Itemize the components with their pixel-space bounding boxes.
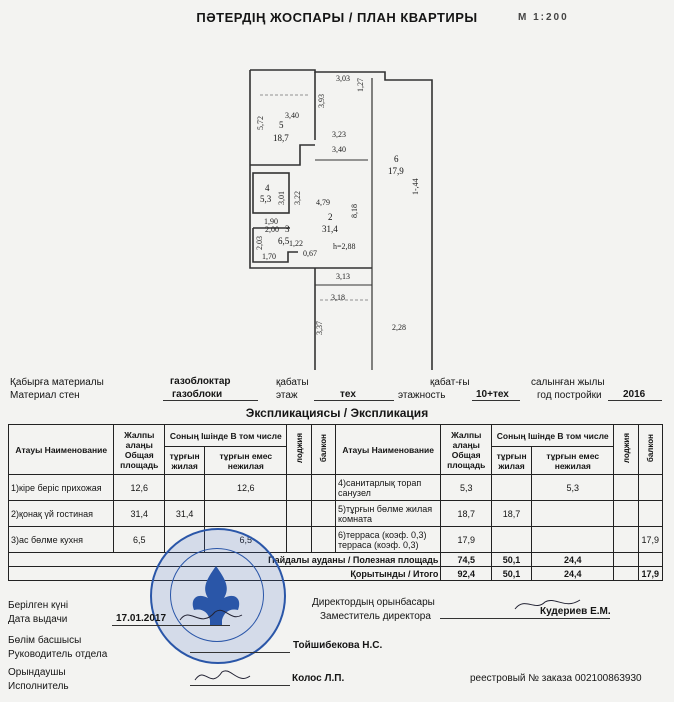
handwritten-signatures — [160, 600, 300, 695]
header-name: Атауы Наименование — [9, 425, 114, 475]
floor-label-kz: қабаты — [276, 377, 309, 388]
header-living: тұрғын жилая — [492, 447, 532, 475]
table-cell: 5)тұрғын бөлме жилая комната — [335, 501, 440, 527]
plan-dim: 1,90 — [264, 217, 278, 226]
room-3-area: 6,5 — [278, 236, 290, 246]
plan-dim: 3,93 — [317, 94, 326, 108]
deputy-signature — [510, 594, 590, 614]
plan-dim: 2,00 — [265, 225, 279, 234]
table-cell — [614, 553, 638, 567]
table-cell — [311, 527, 335, 553]
issued-label-ru: Дата выдачи — [8, 614, 68, 625]
table-cell: 17,9 — [638, 527, 662, 553]
table-cell — [492, 475, 532, 501]
table-cell: 5,3 — [441, 475, 492, 501]
table-cell: 12,6 — [114, 475, 165, 501]
table-cell: 6,5 — [205, 527, 287, 553]
material-label-ru: Материал стен — [10, 390, 80, 401]
page-title: ПӘТЕРДІҢ ЖОСПАРЫ / ПЛАН КВАРТИРЫ — [196, 10, 478, 25]
table-cell: 18,7 — [441, 501, 492, 527]
table-cell: 24,4 — [532, 567, 614, 581]
table-cell: 3)ас бөлме кухня — [9, 527, 114, 553]
table-cell — [287, 501, 311, 527]
scale-label: М 1:200 — [518, 12, 569, 23]
plan-dim: 3,13 — [336, 272, 350, 281]
exec-label-kz: Орындаушы — [8, 667, 66, 678]
table-cell: 17,9 — [441, 527, 492, 553]
plan-dim: 3,40 — [332, 145, 346, 154]
table-cell: 12,6 — [205, 475, 287, 501]
floor-label-ru: этаж — [276, 390, 298, 401]
room-6-number: 6 — [394, 154, 399, 164]
issued-date: 17.01.2017 — [116, 613, 167, 624]
plan-dim: 1,22 — [289, 239, 303, 248]
table-cell: 6,5 — [114, 527, 165, 553]
year-value: 2016 — [623, 389, 646, 400]
table-cell: 2)қонақ үй гостиная — [9, 501, 114, 527]
table-cell: 74,5 — [441, 553, 492, 567]
explication-table — [8, 424, 663, 581]
deputy-name: Кудериев Е.М. — [540, 606, 611, 617]
room-2-number: 2 — [328, 212, 333, 222]
plan-dim: 3,23 — [332, 130, 346, 139]
room-3-number: 3 — [285, 224, 290, 234]
plan-dim: 3,18 — [331, 293, 345, 302]
issued-label-kz: Берілген күні — [8, 600, 69, 611]
year-label-kz: салынған жылы — [531, 377, 605, 388]
table-cell — [287, 475, 311, 501]
year-label-ru: год постройки — [537, 390, 602, 401]
plan-dim: 2,28 — [392, 323, 406, 332]
plan-dim: 1,70 — [262, 252, 276, 261]
deputy-label-ru: Заместитель директора — [320, 611, 431, 622]
table-cell — [614, 567, 638, 581]
table-cell — [311, 425, 335, 475]
floors-label-kz: қабат-ғы — [430, 377, 470, 388]
floor-value: тех — [340, 389, 356, 400]
table-cell — [492, 527, 532, 553]
plan-dim: 3,01 — [277, 191, 286, 205]
plan-dim: 8,18 — [350, 204, 359, 218]
table-cell — [638, 475, 662, 501]
plan-dim: 0,67 — [303, 249, 317, 258]
table-cell: 24,4 — [532, 553, 614, 567]
exec-label-ru: Исполнитель — [8, 681, 69, 692]
table-cell — [614, 425, 638, 475]
header-incl: Соның Ішінде В том числе — [165, 425, 287, 447]
table-cell: 31,4 — [114, 501, 165, 527]
section-title: Экспликациясы / Экспликация — [245, 406, 429, 420]
plan-dim: 3,22 — [293, 191, 302, 205]
table-cell: 5,3 — [532, 475, 614, 501]
table-cell — [614, 527, 638, 553]
plan-dim: 3,03 — [336, 74, 350, 83]
deputy-label-kz: Директордың орынбасары — [312, 597, 435, 608]
head-name: Тойшибекова Н.С. — [293, 640, 383, 651]
registry-number: реестровый № заказа 002100863930 — [470, 673, 642, 684]
table-cell: 6)терраса (коэф. 0,3) терраса (коэф. 0,3) — [335, 527, 440, 553]
table-cell — [287, 527, 311, 553]
table-cell — [287, 425, 311, 475]
header-loggia: лоджия — [294, 433, 304, 464]
table-cell: 92,4 — [441, 567, 492, 581]
header-nonliving: тұрғын емес нежилая — [205, 447, 287, 475]
table-cell — [532, 527, 614, 553]
table-cell — [165, 475, 205, 501]
header-balcony: балкон — [645, 434, 655, 463]
plan-dim: 2,03 — [255, 236, 264, 250]
material-value-ru: газоблоки — [172, 389, 223, 400]
room-2-area: 31,4 — [322, 224, 338, 234]
header-loggia: лоджия — [621, 433, 631, 464]
header-incl: Соның Ішінде В том числе — [492, 425, 614, 447]
head-label-kz: Бөлім басшысы — [8, 635, 82, 646]
room-4-number: 4 — [265, 183, 270, 193]
room-5-number: 5 — [279, 120, 284, 130]
table-row — [9, 501, 663, 527]
room-6-area: 17,9 — [388, 166, 404, 176]
table-cell: 50,1 — [492, 567, 532, 581]
table-cell: 4)санитарлық торап санузел — [335, 475, 440, 501]
table-cell — [614, 475, 638, 501]
table-cell: Пайдалы ауданы / Полезная площадь — [9, 553, 441, 567]
table-cell: 31,4 — [165, 501, 205, 527]
table-cell: 50,1 — [492, 553, 532, 567]
total-row — [9, 567, 663, 581]
table-cell — [205, 501, 287, 527]
table-cell — [638, 501, 662, 527]
exec-name: Колос Л.П. — [292, 673, 345, 684]
table-cell — [311, 475, 335, 501]
header-name: Атауы Наименование — [335, 425, 440, 475]
header-nonliving: тұрғын емес нежилая — [532, 447, 614, 475]
plan-dim: 3,37 — [315, 321, 324, 335]
plan-dim: 4,79 — [316, 198, 330, 207]
table-cell — [614, 501, 638, 527]
table-cell: 17,9 — [638, 567, 662, 581]
room-4-area: 5,3 — [260, 194, 272, 204]
table-cell — [638, 553, 662, 567]
plan-dim: h=2,88 — [333, 242, 356, 251]
table-row — [9, 527, 663, 553]
table-row — [9, 475, 663, 501]
header-total: Жалпы алаңы Общая площадь — [114, 425, 165, 475]
floors-label-ru: этажность — [398, 390, 446, 401]
header-balcony: балкон — [318, 434, 328, 463]
plan-dim: 3,40 — [285, 111, 299, 120]
table-cell — [311, 501, 335, 527]
header-living: тұрғын жилая — [165, 447, 205, 475]
table-cell — [638, 425, 662, 475]
table-cell: 18,7 — [492, 501, 532, 527]
head-label-ru: Руководитель отдела — [8, 649, 108, 660]
plan-dim: 1,27 — [356, 78, 365, 92]
useful-row — [9, 553, 663, 567]
table-cell: 1)кіре беріс прихожая — [9, 475, 114, 501]
material-label-kz: Қабырға материалы — [10, 377, 104, 388]
room-5-area: 18,7 — [273, 133, 289, 143]
header-total: Жалпы алаңы Общая площадь — [441, 425, 492, 475]
plan-dim: 5,72 — [256, 116, 265, 130]
table-cell — [532, 501, 614, 527]
table-cell: Қорытынды / Итого — [9, 567, 441, 581]
floors-value: 10+тех — [476, 389, 509, 400]
material-value-kz: газоблоктар — [170, 376, 231, 387]
plan-dim: 1-,44 — [411, 178, 420, 195]
